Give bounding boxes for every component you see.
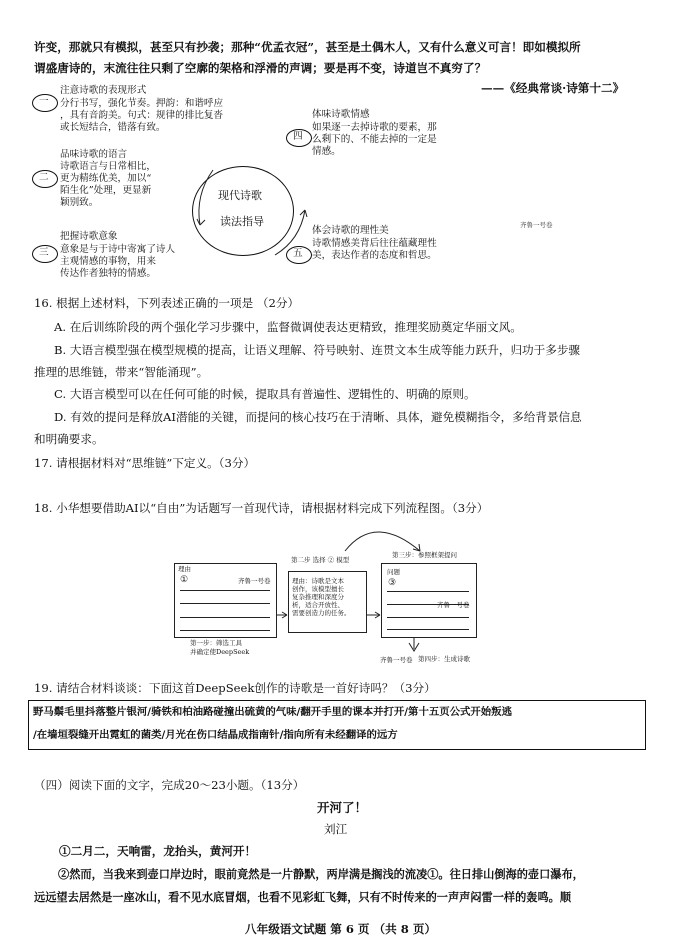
paragraph-1: ①二月二，天响雷，龙抬头，黄河开！ [59,844,257,858]
q19-stem: 19. 请结合材料谈谈：下面这首DeepSeek创作的诗歌是一首好诗吗？（3分） [34,681,436,695]
quote-line-1: 许变，那就只有模拟，甚至只有抄袭；那种“优孟衣冠”，甚至是土偶木人，又有什么意义可言！即如模拟所 [34,40,581,54]
poem-line-2: /在墙垣裂缝开出霓虹的菌类/月光在伤口结晶成指南针/指向所有未经翻译的远方 [33,729,398,741]
blank-line [180,617,270,618]
q16-stem: 16. 根据上述材料，下列表述正确的一项是 （2分） [34,296,300,310]
q16-option-b: B. 大语言模型强在模型规模的提高，让语义理解、符号映射、连贯文本生成等能力跃升，归功于多步骤 [54,343,581,357]
item-3-text: 传达作者独特的情感。 [60,268,156,279]
item-3-text: 主观情感的事物，用来 [60,256,156,267]
blank-line [387,591,469,592]
step2-text: 析，适合开放性、 [292,601,344,609]
section4-heading: （四）阅读下面的文字，完成20～23小题。（13分） [34,778,305,792]
item-1-text: 或长短结合，错落有致。 [60,122,166,133]
item-number: 一 [39,96,49,107]
blank-line [180,603,270,604]
article-author: 刘江 [324,822,348,836]
blank-line [180,590,270,591]
item-number: 三 [39,247,49,258]
watermark: 齐鲁一号卷 [380,656,413,664]
blank-line [387,629,469,630]
box1-number: ① [180,575,189,585]
item-4-text: 么剩下的、不能去掉的一定是 [312,134,437,145]
item-3-title: 把握诗歌意象 [60,231,118,242]
q18-stem: 18. 小华想要借助AI以“自由”为话题写一首现代诗，请根据材料完成下列流程图。（3分） [34,501,489,515]
watermark: 齐鲁一号卷 [238,577,271,585]
item-1-text: 分行书写，强化节奏。押韵：和谐呼应 [60,98,224,109]
step2-label: 第二步 选择 ② 模型 [291,556,350,564]
blank-line [387,617,469,618]
quote-line-2: 谓盛唐诗的，末流往往只剩了空廓的架格和浮滑的声调；要是再不变，诗道岂不真穷了？ [34,61,487,75]
step1-label-1: 第一步：筛选工具 [190,639,242,647]
item-3-text: 意象是与于诗中寄寓了诗人 [60,244,176,255]
quote-source: ——《经典常谈·诗第十二》 [481,81,625,95]
box3-number: ③ [388,578,397,588]
center-label-1: 现代诗歌 [218,189,262,202]
blank-line [180,630,270,631]
paragraph-2-line-2: 远远望去居然是一座冰山，看不见水底冒烟，也看不见彩虹飞舞，只有不时传来的一声声闷雷一样的轰鸣。顺 [34,890,572,904]
step3-label: 第三步：参照框架提问 [392,551,457,559]
flow-box-1 [174,563,277,638]
item-5-title: 体会诗歌的理性美 [312,225,389,236]
watermark: 齐鲁一号卷 [520,221,553,229]
item-5-text: 诗歌情感美背后往往蕴藏理性 [312,238,437,249]
item-2-title: 品味诗歌的语言 [60,149,128,160]
item-2-text: 陌生化”处理，更显新 [60,185,152,196]
center-label-2: 读法指导 [220,215,264,228]
q16-option-b-cont: 推理的思维链，带来“智能涌现”。 [34,365,209,379]
step2-text: 复杂推理和深度分 [292,593,344,601]
page-footer: 八年级语文试题 第 6 页 （共 8 页） [245,922,437,936]
q16-option-a: A. 在后训练阶段的两个强化学习步骤中，监督微调使表达更精致，推理奖励奠定华丽文风。 [54,320,522,334]
item-number: 二 [39,172,49,183]
item-1-text: ，具有音韵美。句式：规律的排比复沓 [60,110,224,121]
item-2-text: 颖别致。 [60,197,99,208]
step2-text: 创作，该模型擅长 [292,585,344,593]
box3-title: 问题 [387,568,400,576]
item-1-title: 注意诗歌的表现形式 [60,85,147,96]
item-4-text: 情感。 [312,146,341,157]
paragraph-2-line-1: ②然而，当我来到壶口岸边时，眼前竟然是一片静默，两岸满是搁浅的流凌①。往日排山倒海的壶口瀑布， [58,867,584,881]
watermark: 齐鲁一号卷 [437,601,470,609]
q16-option-d-cont: 和明确要求。 [34,432,104,446]
q16-option-d: D. 有效的提问是释放AI潜能的关键，而提问的核心技巧在于清晰、具体，避免模糊指令，多给背景信息 [54,410,582,424]
step1-label-2: 并确定使DeepSeek [190,648,250,656]
step2-text: 理由：诗歌是文本 [292,577,344,585]
step2-text: 需要创造力的任务。 [292,609,351,617]
item-2-text: 诗歌语言与日常相比， [60,161,156,172]
item-4-text: 如果逐一去掉诗歌的要素，那 [312,122,437,133]
item-2-text: 更为精练优美，加以“ [60,173,152,184]
q16-option-c: C. 大语言模型可以在任何可能的时候，提取具有普遍性、逻辑性的、明确的原则。 [54,387,476,401]
item-number: 五 [293,248,303,259]
article-title: 开河了！ [317,800,368,815]
poem-line-1: 野马鬃毛里抖落整片银河/骑铁和柏油路碰撞出硫黄的气味/翻开手里的课本并打开/第十五页公式开始叛逃 [33,706,512,718]
step4-label: 第四步：生成诗歌 [418,655,470,663]
item-5-text: 美，表达作者的态度和哲思。 [312,250,437,261]
item-4-title: 体味诗歌情感 [312,109,370,120]
item-number: 四 [293,131,303,142]
q17-stem: 17. 请根据材料对“思维链”下定义。（3分） [34,456,256,470]
box1-title: 理由 [178,565,191,573]
